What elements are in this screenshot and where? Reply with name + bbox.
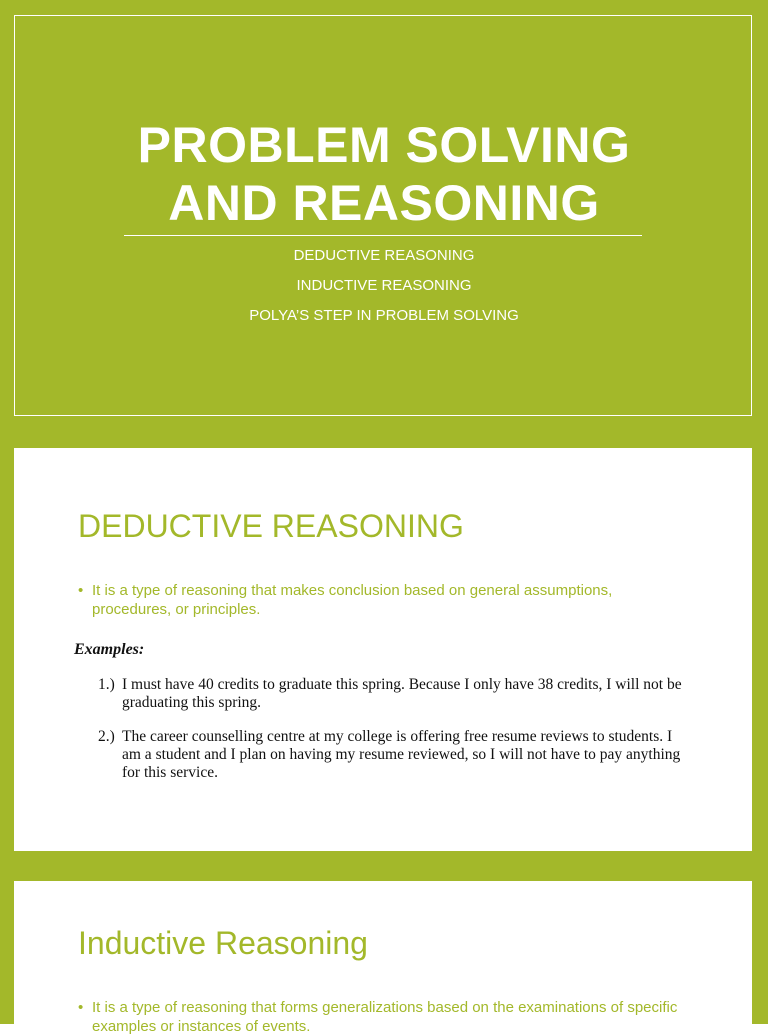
title-line-1: PROBLEM SOLVING [137, 117, 631, 173]
example-number: 1.) [98, 676, 115, 693]
bullet-icon: • [78, 999, 84, 1016]
example-text: I must have 40 credits to graduate this spring. Because I only have 38 credits, I will not be graduating this spring. [122, 676, 682, 711]
example-number: 2.) [98, 728, 115, 745]
example-item [98, 728, 688, 782]
bullet-icon: • [78, 582, 84, 599]
slide-heading: Inductive Reasoning [78, 925, 368, 961]
deductive-slide [0, 432, 768, 865]
presentation-title [0, 116, 768, 232]
bullet-text: It is a type of reasoning that forms generalizations based on the examinations of specific examples or instances of events. [92, 999, 678, 1035]
subtitle-item: DEDUCTIVE REASONING [293, 247, 475, 264]
definition-bullet [78, 581, 678, 619]
title-slide [0, 0, 768, 432]
title-line-2: AND REASONING [168, 175, 600, 231]
examples-label: Examples: [74, 641, 145, 658]
slide-content-card [14, 881, 752, 1035]
subtitle-item: INDUCTIVE REASONING [296, 277, 472, 294]
subtitle-item: POLYA’S STEP IN PROBLEM SOLVING [249, 307, 519, 324]
title-divider [124, 235, 642, 236]
example-item [98, 676, 688, 712]
example-text: The career counselling centre at my college is offering free resume reviews to students. I am a student and I plan on having my resume reviewed, so I will not have to pay anything for this service. [122, 728, 681, 781]
inductive-slide [0, 865, 768, 1035]
definition-bullet [78, 998, 678, 1036]
examples-list [98, 676, 688, 798]
slide-heading: DEDUCTIVE REASONING [78, 508, 464, 544]
slide-content-card [14, 448, 752, 851]
bullet-text: It is a type of reasoning that makes conclusion based on general assumptions, procedures, or principles. [92, 582, 613, 618]
subtitle-list [0, 246, 768, 336]
